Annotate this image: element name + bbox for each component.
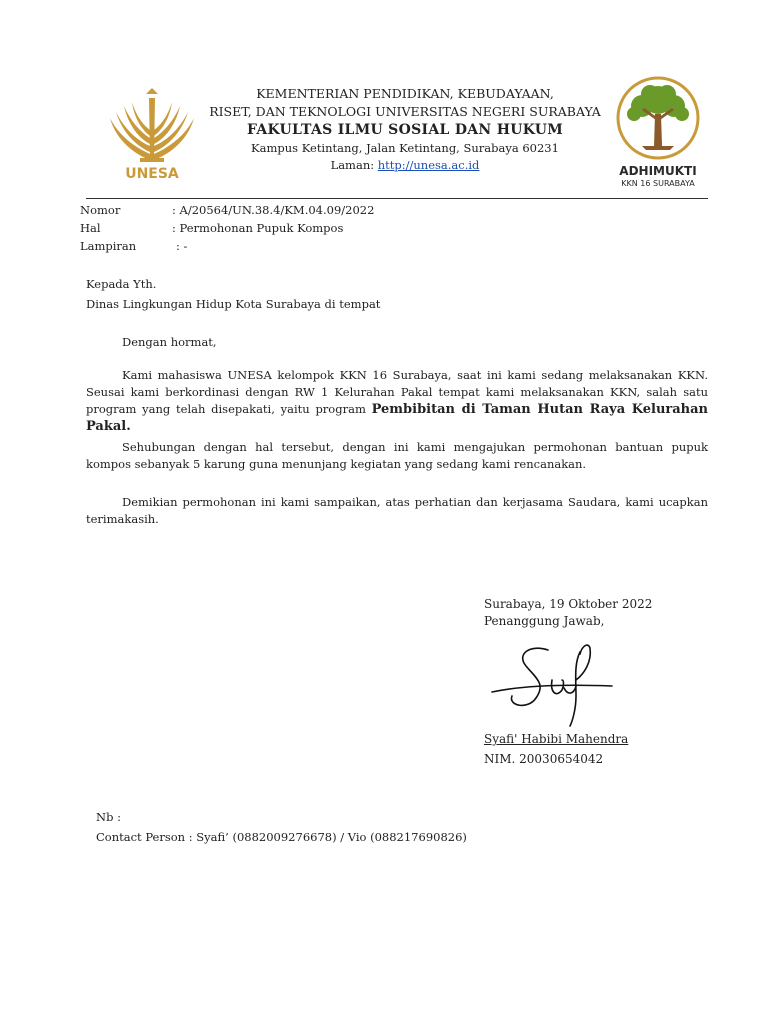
header-ministry-line2: RISET, DAN TEKNOLOGI UNIVERSITAS NEGERI SURABAYA	[209, 104, 601, 119]
footer-nb: Nb :	[96, 810, 121, 824]
meta-nomor-label: Nomor	[80, 203, 121, 217]
handwritten-signature	[490, 640, 620, 730]
header-website	[200, 157, 610, 173]
header-ministry-line1: KEMENTERIAN PENDIDIKAN, KEBUDAYAAN,	[256, 86, 554, 101]
adhimukti-logo	[612, 74, 704, 190]
unesa-logo-text: UNESA	[125, 166, 179, 182]
adhimukti-title: ADHIMUKTI	[619, 164, 697, 178]
recipient-line2: Dinas Lingkungan Hidup Kota Surabaya di tempat	[86, 297, 381, 311]
paragraph-1	[86, 367, 708, 435]
footer-contact: Contact Person : Syafi’ (0882009276678) / Vio (088217690826)	[96, 830, 467, 844]
header-address: Kampus Ketintang, Jalan Ketintang, Surabaya 60231	[251, 141, 559, 155]
signature-name: Syafi' Habibi Mahendra	[484, 732, 629, 746]
greeting: Dengan hormat,	[122, 335, 217, 349]
adhimukti-subtitle: KKN 16 SURABAYA	[621, 179, 695, 188]
header-divider	[86, 198, 708, 199]
signature-place-date: Surabaya, 19 Oktober 2022	[484, 597, 653, 611]
paragraph-2: Sehubungan dengan hal tersebut, dengan ini kami mengajukan permohonan bantuan pupuk kompos sebanyak 5 karung guna menunjang kegiatan yang sedang kami rencanakan.	[86, 440, 708, 471]
paragraph-3: Demikian permohonan ini kami sampaikan, atas perhatian dan kerjasama Saudara, kami ucapkan terimakasih.	[86, 495, 708, 526]
signature-role: Penanggung Jawab,	[484, 614, 605, 628]
signature-icon	[490, 640, 620, 730]
meta-hal-label: Hal	[80, 221, 101, 235]
unesa-logo	[104, 88, 200, 188]
header-faculty: FAKULTAS ILMU SOSIAL DAN HUKUM	[246, 122, 564, 138]
meta-lampiran-label: Lampiran	[80, 239, 137, 253]
website-link[interactable]: http://unesa.ac.id	[377, 158, 480, 172]
meta-nomor-value: : A/20564/UN.38.4/KM.04.09/2022	[172, 203, 375, 217]
recipient-line1: Kepada Yth.	[86, 277, 157, 291]
meta-hal-value: : Permohonan Pupuk Kompos	[172, 221, 344, 235]
website-label: Laman:	[330, 158, 375, 172]
meta-lampiran-value: : -	[176, 239, 188, 253]
paragraph-1-text: Kami mahasiswa UNESA kelompok KKN 16 Surabaya, saat ini kami sedang melaksanakan KKN. Seusai kami berkordinasi dengan RW 1 Kelurahan Pakal tempat kami melaksanakan KKN, salah satu program yang telah disepakati, yaitu program	[86, 368, 708, 416]
signature-nim: NIM. 20030654042	[484, 752, 604, 766]
program-name: Pembibitan di Taman Hutan Raya Kelurahan Pakal.	[86, 402, 709, 434]
tree-icon	[612, 74, 704, 162]
